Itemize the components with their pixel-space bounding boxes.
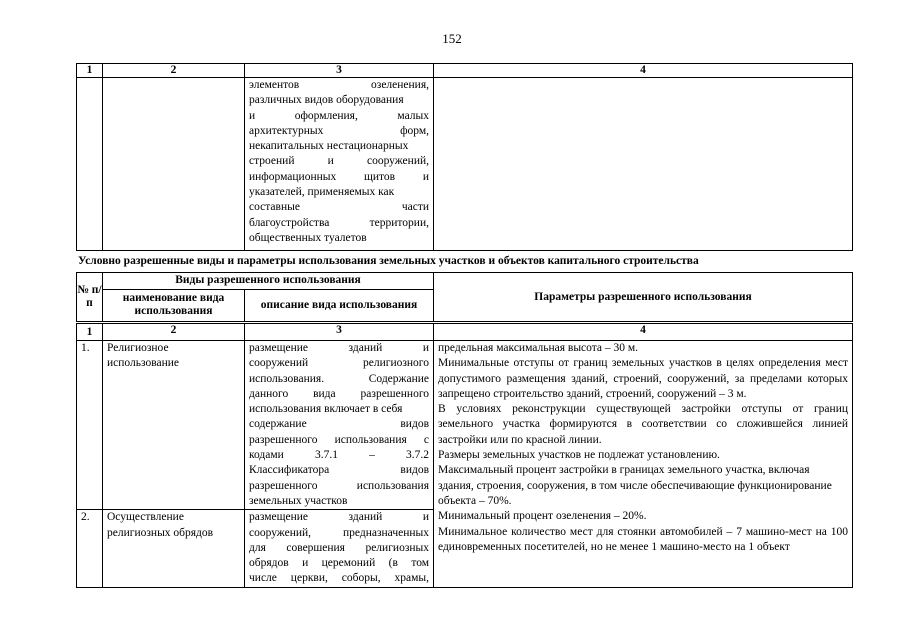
desc-line: числе церкви, соборы, храмы, [249, 572, 429, 585]
header-params: Параметры разрешенного использования [434, 273, 853, 323]
table-row [77, 341, 853, 510]
column-numbers-row [77, 323, 853, 341]
desc-line: размещение зданий и [249, 342, 429, 354]
desc-line: составные части [249, 201, 429, 214]
header-num-label: № п/п [77, 284, 102, 309]
desc-line: для совершения религиозных [249, 541, 429, 554]
desc-line: различных видов оборудования [249, 94, 404, 107]
desc-line: и оформления, малых [249, 109, 429, 122]
col-number-3: 3 [245, 64, 434, 78]
header-name-col: наименование вида использования [103, 289, 245, 322]
desc-line: сооружений, предназначенных [249, 526, 429, 539]
param-line: Размеры земельных участков не подлежат установлению. [438, 449, 720, 462]
row-num-cell: 1. [77, 341, 103, 510]
desc-line: Классификатора видов [249, 464, 429, 477]
col-number-2: 2 [103, 64, 245, 78]
col-number-2: 2 [103, 323, 245, 341]
param-line: В условиях реконструкции существующей застройки отступы от границ земельного участка формируются в соответствии со сложившейся линией застройки или по красной линии. [438, 403, 848, 446]
col-number-1: 1 [77, 64, 103, 78]
desc-line: использования. Содержание [249, 372, 429, 385]
param-line: Максимальный процент застройки в границах земельного участка, включая здания, строения, сооружения, в том числе обеспечивающие функционирование объекта – 70%. [438, 464, 832, 507]
params-cell [434, 341, 853, 588]
header-row-top [77, 273, 853, 290]
desc-line: указателей, применяемых как [249, 186, 395, 199]
row-description-cell [245, 78, 434, 251]
param-line: Минимальный процент озеленения – 20%. [438, 510, 647, 523]
desc-line: некапитальных нестационарных [249, 140, 409, 153]
desc-line: данного вида разрешенного [249, 387, 429, 400]
row-name-cell: Религиозное использование [103, 341, 245, 510]
param-line: предельная максимальная высота – 30 м. [438, 342, 639, 354]
row-description-cell [245, 510, 434, 587]
desc-line: элементов озеленения, [249, 79, 429, 91]
desc-line: разрешенного использования [249, 479, 429, 492]
param-line: Минимальное количество мест для стоянки автомобилей – 7 машино-мест на 100 единовременных посетителей, но не менее 1 машино-место на 1 объект [438, 525, 848, 553]
desc-line: общественных туалетов [249, 231, 367, 244]
row-name-cell: Осуществление религиозных обрядов [103, 510, 245, 587]
row-description-cell [245, 341, 434, 510]
desc-line: земельных участков [249, 494, 348, 507]
desc-line: размещение зданий и [249, 511, 429, 524]
row-params-cell [434, 78, 853, 251]
desc-line: содержание видов [249, 418, 429, 431]
section-title: Условно разрешенные виды и параметры использования земельных участков и объектов капитального строительства [78, 255, 699, 267]
desc-line: благоустройства территории, [249, 216, 429, 229]
desc-line: использования включает в себя [249, 403, 403, 416]
column-numbers-row [77, 64, 853, 78]
table-row [77, 78, 853, 251]
desc-line: информационных щитов и [249, 170, 429, 183]
header-types-group: Виды разрешенного использования [103, 273, 434, 290]
continuation-table [76, 63, 853, 251]
page-number: 152 [442, 31, 462, 46]
conditional-uses-table [76, 272, 853, 588]
desc-line: обрядов и церемоний (в том [249, 557, 429, 570]
desc-line: строений и сооружений, [249, 155, 429, 168]
col-number-3: 3 [245, 323, 434, 341]
row-name-cell [103, 78, 245, 251]
col-number-4: 4 [434, 323, 853, 341]
header-desc-col: описание вида использования [245, 289, 434, 322]
col-number-1: 1 [77, 323, 103, 341]
param-line: Минимальные отступы от границ земельных участков в целях определения мест допустимого размещения зданий, строений, сооружений, за пределами которых запрещено строительство зданий, строений, сооружений – 3 м. [438, 357, 848, 400]
desc-line: кодами 3.7.1 – 3.7.2 [249, 449, 429, 462]
desc-line: разрешенного использования с [249, 433, 429, 446]
row-num-cell [77, 78, 103, 251]
row-num-cell: 2. [77, 510, 103, 587]
desc-line: сооружений религиозного [249, 357, 429, 370]
desc-line: архитектурных форм, [249, 124, 429, 137]
col-number-4: 4 [434, 64, 853, 78]
header-num [77, 273, 103, 323]
